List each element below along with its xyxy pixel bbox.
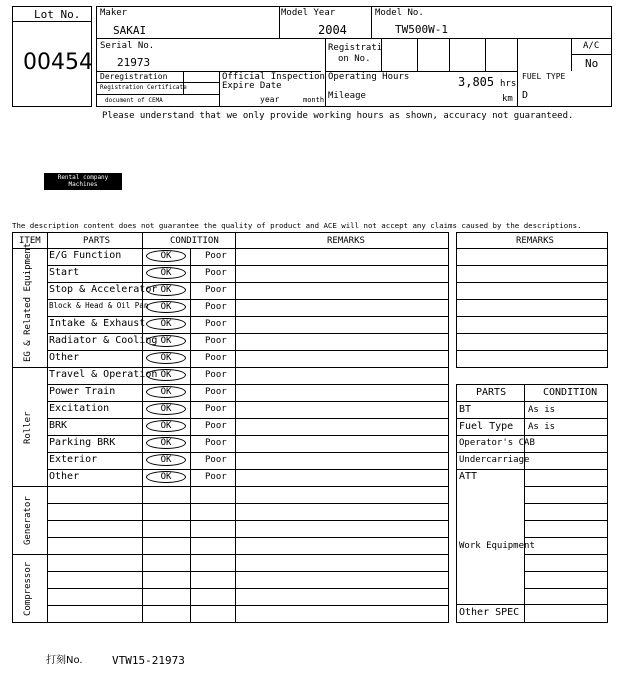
ok-mark: OK <box>146 250 186 262</box>
ac-label: A/C <box>583 41 600 51</box>
bt-value: As is <box>528 405 556 415</box>
ok-mark: OK <box>146 386 186 398</box>
badge-line-1: Rental company <box>57 174 109 181</box>
ok-mark: OK <box>146 403 186 415</box>
ac-value: No <box>585 57 599 70</box>
poor-option: Poor <box>205 302 227 312</box>
inspection-label-1: Official Inspection <box>222 72 325 82</box>
stamp-no-label: 打刻No. <box>46 655 83 666</box>
lot-number: 00454 <box>23 50 93 75</box>
part-label: BRK <box>49 420 68 431</box>
part-label: E/G Function <box>49 250 122 261</box>
part-label: Parking BRK <box>49 437 116 448</box>
operating-hours-value: 3,805 <box>458 75 495 89</box>
poor-option: Poor <box>205 319 227 329</box>
ok-mark: OK <box>146 301 186 313</box>
part-label: Power Train <box>49 386 116 397</box>
poor-option: Poor <box>205 370 227 380</box>
model-no-value: TW500W-1 <box>395 23 448 36</box>
bt-label: BT <box>459 404 472 415</box>
serial-value: 21973 <box>117 56 151 69</box>
serial-label: Serial No. <box>100 41 155 51</box>
part-label: Travel & Operation <box>49 369 158 380</box>
part-label: Block & Head & Oil Pan <box>49 301 149 310</box>
group-generator-label: Generator <box>23 496 33 546</box>
col-condition-header: CONDITION <box>170 236 219 246</box>
mileage-label: Mileage <box>328 91 366 101</box>
part-label: Start <box>49 267 80 278</box>
poor-option: Poor <box>205 353 227 363</box>
lot-no-label: Lot No. <box>34 8 81 21</box>
col-parts-header: PARTS <box>83 236 111 246</box>
part-label: Exterior <box>49 454 98 465</box>
poor-option: Poor <box>205 336 227 346</box>
ok-mark: OK <box>146 454 186 466</box>
year-label: year <box>260 95 280 104</box>
registration-label-1: Registrati <box>328 43 383 53</box>
ok-mark: OK <box>146 267 186 279</box>
part-label: Excitation <box>49 403 110 414</box>
stamp-no-value: VTW15-21973 <box>112 654 185 667</box>
part-label: Radiator & Cooling <box>49 335 158 346</box>
operator-cab-label: Operator's CAB <box>459 438 535 448</box>
ok-mark: OK <box>146 471 186 483</box>
poor-option: Poor <box>205 268 227 278</box>
hours-notice: Please understand that we only provide working hours as shown, accuracy not guaranteed. <box>102 111 574 121</box>
group-compressor-label: Compressor <box>23 561 33 617</box>
ok-mark: OK <box>146 369 186 381</box>
ok-mark: OK <box>146 335 186 347</box>
part-label: Other <box>49 471 80 482</box>
col-item-header: ITEM <box>19 236 41 246</box>
registration-label-2: on No. <box>338 54 371 64</box>
fuel-type-label: FUEL TYPE <box>522 72 566 81</box>
poor-option: Poor <box>205 404 227 414</box>
ok-mark: OK <box>146 437 186 449</box>
cema-label: document of CEMA <box>105 97 163 104</box>
ok-mark: OK <box>146 318 186 330</box>
att-label: ATT <box>459 471 478 482</box>
part-label: Intake & Exhaust <box>49 318 146 329</box>
right-condition-header: CONDITION <box>543 387 598 398</box>
hrs-label: hrs <box>500 79 517 89</box>
part-label: Stop & Accelerator <box>49 284 158 295</box>
reg-cert-label: Registration Certificate <box>100 84 187 91</box>
poor-option: Poor <box>205 421 227 431</box>
deregistration-label: Deregistration <box>100 72 168 81</box>
col-remarks-header: REMARKS <box>327 236 365 246</box>
inspection-label-2: Expire Date <box>222 81 282 91</box>
km-label: km <box>502 94 513 104</box>
poor-option: Poor <box>205 438 227 448</box>
poor-option: Poor <box>205 285 227 295</box>
maker-value: SAKAI <box>113 24 147 37</box>
poor-option: Poor <box>205 387 227 397</box>
ok-mark: OK <box>146 352 186 364</box>
model-year-label: Model Year <box>281 8 336 18</box>
right-parts-header: PARTS <box>476 387 507 398</box>
fuel-type-row-value: As is <box>528 422 556 432</box>
maker-label: Maker <box>100 8 128 18</box>
right-remarks-header: REMARKS <box>516 236 554 246</box>
poor-option: Poor <box>205 472 227 482</box>
group-eg-label: EG & Related Equipment <box>23 242 33 362</box>
fuel-type-value: D <box>522 90 529 101</box>
poor-option: Poor <box>205 251 227 261</box>
badge-line-2: Machines <box>68 181 98 188</box>
rental-company-badge <box>44 173 122 190</box>
undercarriage-label: Undercarriage <box>459 455 530 465</box>
fuel-type-row-label: Fuel Type <box>459 421 514 432</box>
ok-mark: OK <box>146 284 186 296</box>
month-label: month <box>303 96 325 104</box>
operating-hours-label: Operating Hours <box>328 72 410 82</box>
work-equipment-label: Work Equipment <box>459 541 535 551</box>
poor-option: Poor <box>205 455 227 465</box>
model-no-label: Model No. <box>375 8 424 18</box>
model-year-value: 2004 <box>318 23 347 37</box>
right-remarks-table <box>456 232 608 368</box>
group-roller-label: Roller <box>23 411 33 444</box>
disclaimer: The description content does not guarantee the quality of product and ACE will not accept any claims caused by the descriptions. <box>12 221 582 230</box>
part-label: Other <box>49 352 80 363</box>
other-spec-label: Other SPEC <box>459 607 520 618</box>
ok-mark: OK <box>146 420 186 432</box>
